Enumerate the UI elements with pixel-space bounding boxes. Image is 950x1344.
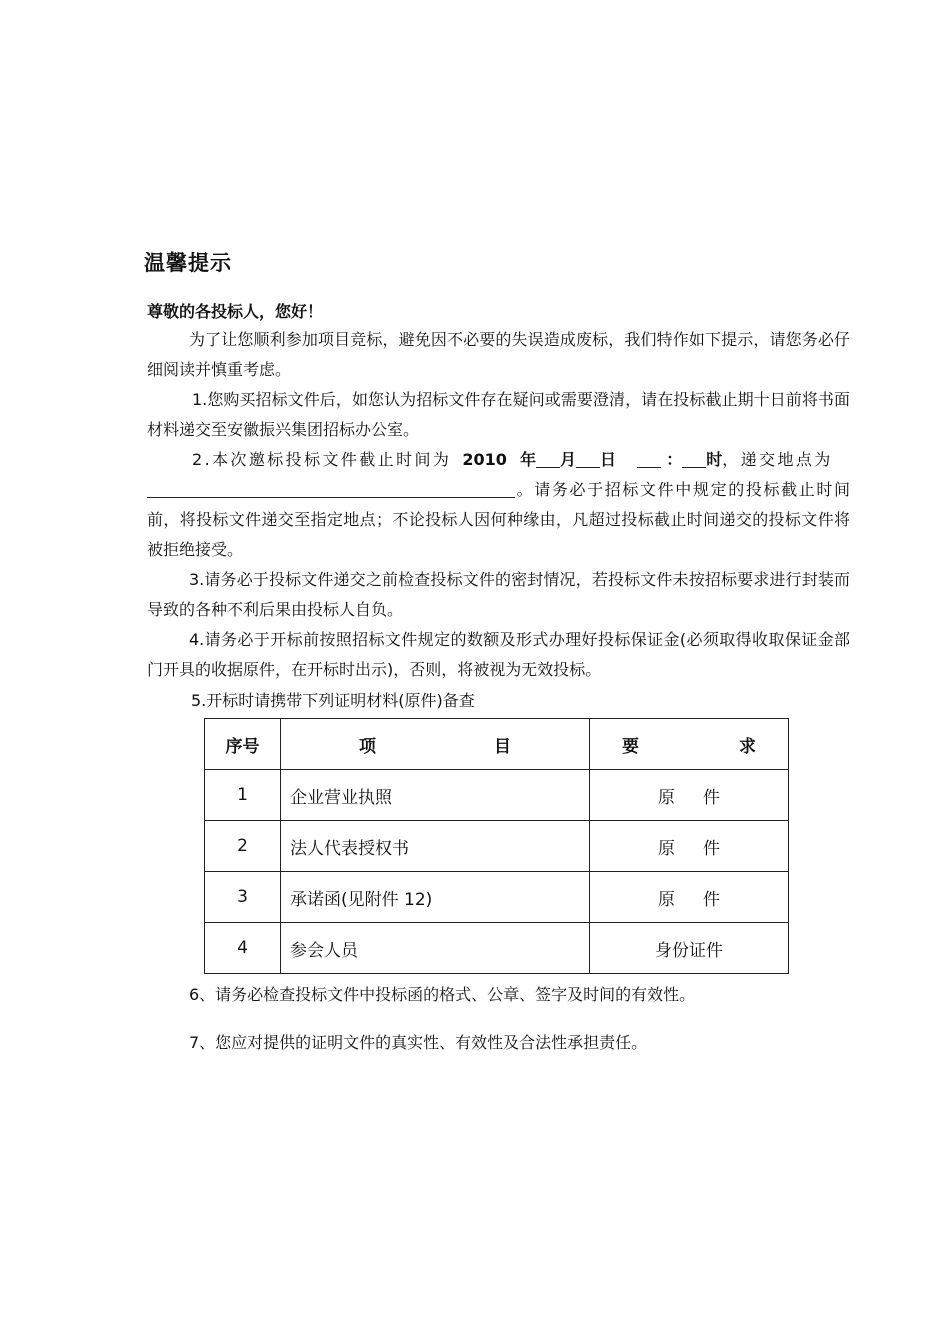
- deadline-month-unit: 月: [560, 450, 577, 469]
- item-1-paragraph: 1.您购买招标文件后，如您认为招标文件存在疑问或需要澄清，请在投标截止期十日前将书面材料递交至安徽振兴集团招标办公室。: [147, 390, 850, 439]
- item-6-paragraph: 6、请务必检查投标文件中投标函的格式、公章、签字及时间的有效性。: [189, 985, 696, 1004]
- req-b: 件: [703, 889, 720, 910]
- row-item: 参会人员: [281, 923, 590, 974]
- item-5-paragraph: 5.开标时请携带下列证明材料(原件)备查: [191, 691, 475, 710]
- table-row: [205, 770, 789, 821]
- page-title: 温馨提示: [144, 251, 232, 275]
- deadline-hour-unit: 时: [706, 450, 723, 469]
- month-blank[interactable]: [536, 449, 560, 468]
- deadline-day-unit: 日: [600, 450, 617, 469]
- greeting: 尊敬的各投标人，您好！: [147, 302, 324, 321]
- table-header-row: [205, 719, 789, 770]
- minute-blank[interactable]: [682, 449, 706, 468]
- header-no: 序号: [205, 719, 281, 770]
- deadline-year-unit: 年: [520, 450, 537, 469]
- row-requirement: 身份证件: [590, 923, 789, 974]
- deadline-colon: ：: [666, 450, 683, 469]
- header-req-b: 求: [739, 736, 756, 757]
- row-no: 4: [205, 923, 281, 974]
- item-2-lead: 2.本次邀标投标文件截止时间为: [192, 450, 452, 469]
- intro-paragraph: 为了让您顺利参加项目竞标，避免因不必要的失误造成废标，我们特作如下提示，请您务必仔细阅读并慎重考虑。: [147, 330, 850, 379]
- item-7-paragraph: 7、您应对提供的证明文件的真实性、有效性及合法性承担责任。: [189, 1033, 648, 1052]
- deadline-year: 2010: [462, 450, 507, 469]
- req-a: 原: [658, 787, 675, 808]
- item-2-rest-text: 。请务必于招标文件中规定的投标截止时间前，将投标文件递交至指定地点；不论投标人因何种缘由，凡超过投标截止时间递交的投标文件将被拒绝接受。: [147, 480, 850, 559]
- req-a: 原: [658, 889, 675, 910]
- table-row: [205, 821, 789, 872]
- req-b: 件: [703, 787, 720, 808]
- hour-blank[interactable]: [637, 449, 661, 468]
- row-item: 法人代表授权书: [281, 821, 590, 872]
- req-b: 件: [703, 838, 720, 859]
- place-lead: ，递交地点为: [722, 450, 833, 469]
- req-a: 原: [658, 838, 675, 859]
- header-item-a: 项: [359, 736, 376, 757]
- item-2-rest: [147, 475, 850, 565]
- row-no: 3: [205, 872, 281, 923]
- item-3-paragraph: 3.请务必于投标文件递交之前检查投标文件的密封情况，若投标文件未按招标要求进行封装而导致的各种不利后果由投标人自负。: [147, 570, 850, 619]
- row-requirement: [590, 872, 789, 923]
- row-no: 1: [205, 770, 281, 821]
- materials-table: [204, 718, 789, 974]
- place-blank[interactable]: [147, 479, 515, 498]
- table-row: [205, 872, 789, 923]
- table-row: [205, 923, 789, 974]
- header-req-a: 要: [622, 736, 639, 757]
- header-item-b: 目: [494, 736, 511, 757]
- header-item: [281, 719, 590, 770]
- item-2-paragraph: [147, 445, 850, 565]
- row-item: 承诺函(见附件 12): [281, 872, 590, 923]
- item-2-first-line: [147, 445, 850, 475]
- item-4-paragraph: 4.请务必于开标前按照招标文件规定的数额及形式办理好投标保证金(必须取得收取保证金部门开具的收据原件，在开标时出示)，否则，将被视为无效投标。: [147, 630, 850, 679]
- row-requirement: [590, 821, 789, 872]
- day-blank[interactable]: [576, 449, 600, 468]
- header-requirement: [590, 719, 789, 770]
- row-item: 企业营业执照: [281, 770, 590, 821]
- row-requirement: [590, 770, 789, 821]
- row-no: 2: [205, 821, 281, 872]
